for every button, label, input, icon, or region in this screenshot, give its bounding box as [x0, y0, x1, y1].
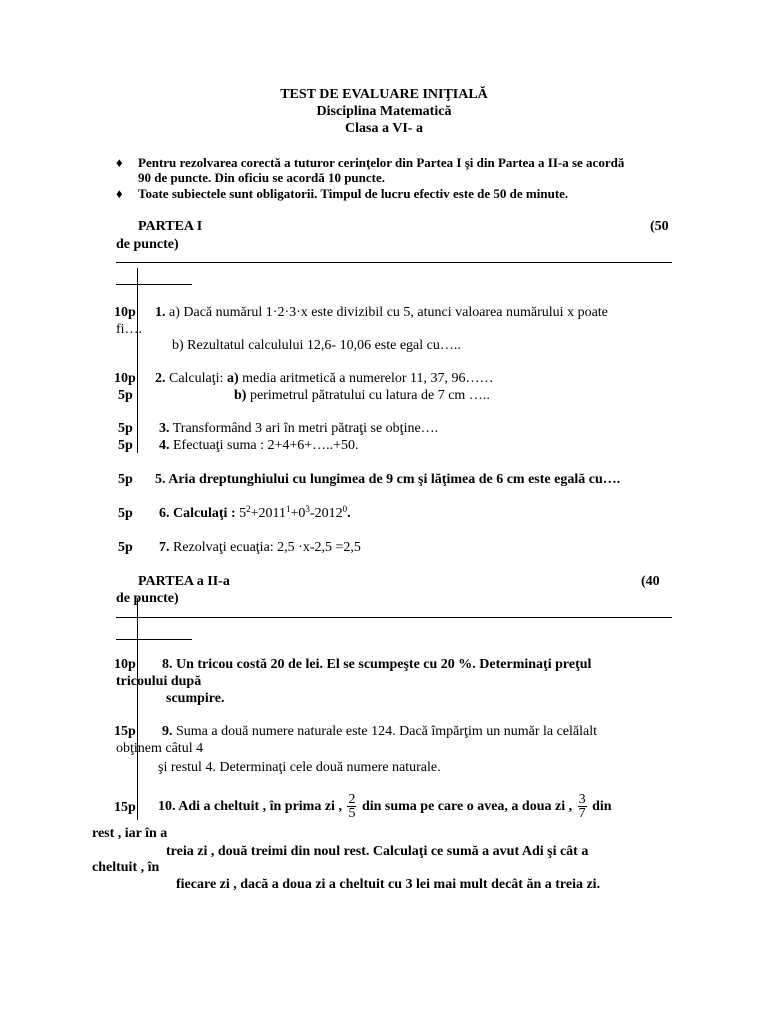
fraction-two-fifths: $\frac{2}{5}$	[348, 792, 356, 822]
class-title: Clasa a VI- a	[345, 121, 423, 136]
item-10-line-5: fiecare zi , dacă a doua zi a cheltuit cu 3 lei mai mult decât ăn a treia zi.	[176, 877, 601, 892]
item-4: 4. Efectuaţi suma : 2+4+6+…..+50.	[159, 438, 359, 453]
instruction-line: Toate subiectele sunt obligatorii. Timpul de lucru efectiv este de 50 de minute.	[138, 186, 569, 201]
divider	[116, 639, 192, 640]
part1-points-suffix: de puncte)	[116, 237, 179, 252]
item-points: 5p	[118, 388, 133, 403]
item-points: 10p	[114, 371, 136, 386]
part2-title: PARTEA a II-a	[138, 574, 230, 589]
item-9-line-2: obţinem câtul 4	[116, 741, 204, 756]
item-2-line-2: b) perimetrul pătratului cu latura de 7 cm …..	[234, 388, 490, 403]
item-points: 5p	[118, 438, 133, 453]
part1-title: PARTEA I	[138, 219, 203, 234]
item-2-line-1: 2. Calculaţi: a) media aritmetică a numerelor 11, 37, 96……	[155, 371, 494, 386]
item-points: 5p	[118, 421, 133, 436]
item-9-line-3: şi restul 4. Determinaţi cele două numere naturale.	[158, 760, 441, 775]
item-9-line-1: 9. Suma a două numere naturale este 124. Dacă împărţim un număr la celălalt	[162, 724, 598, 739]
item-8-line-3: scumpire.	[166, 691, 225, 706]
margin-line	[137, 598, 138, 820]
item-7: 7. Rezolvaţi ecuaţia: 2,5 ·x-2,5 =2,5	[159, 540, 361, 555]
item-1-line-2: fi….	[116, 322, 143, 337]
instruction-line: Pentru rezolvarea corectă a tuturor cerinţelor din Partea I şi din Partea a II-a se acordă	[138, 155, 625, 170]
fraction-three-sevenths: $\frac{3}{7}$	[578, 792, 586, 822]
part2-points: (40	[641, 574, 660, 589]
divider	[116, 284, 192, 285]
item-10-line-1: 10. Adi a cheltuit , în prima zi , $\frac{2}{5}$ din suma pe care o avea, a doua zi , $\frac{3}{7}$ din	[158, 792, 612, 822]
discipline-title: Disciplina Matematică	[316, 104, 452, 119]
item-points: 5p	[118, 540, 133, 555]
item-points: 15p	[114, 724, 136, 739]
item-10-line-4: cheltuit , în	[92, 860, 160, 875]
item-points: 5p	[118, 506, 133, 521]
item-points: 10p	[114, 657, 136, 672]
item-8-line-2: tricoului după	[116, 674, 202, 689]
bullet-icon: ♦	[116, 155, 123, 170]
divider	[116, 617, 672, 618]
item-1-line-3: b) Rezultatul calculului 12,6- 10,06 este egal cu…..	[172, 338, 461, 353]
item-5: 5. Aria dreptunghiului cu lungimea de 9 cm şi lăţimea de 6 cm este egală cu….	[155, 472, 621, 487]
item-8-line-1: 8. Un tricou costă 20 de lei. El se scumpeşte cu 20 %. Determinaţi preţul	[162, 657, 592, 672]
instruction-line: 90 de puncte. Din oficiu se acordă 10 puncte.	[138, 170, 385, 185]
part1-points: (50	[650, 219, 669, 234]
part2-points-suffix: de puncte)	[116, 591, 179, 606]
item-points: 10p	[114, 305, 136, 320]
item-1-line-1: 1. a) Dacă numărul 1·2·3·x este divizibil cu 5, atunci valoarea numărului x poate	[155, 305, 608, 320]
bullet-icon: ♦	[116, 186, 123, 201]
item-10-line-2: rest , iar în a	[92, 826, 168, 841]
margin-line	[137, 268, 138, 453]
divider	[116, 262, 672, 263]
item-points: 5p	[118, 472, 133, 487]
item-3: 3. Transformând 3 ari în metri pătraţi se obţine….	[159, 421, 439, 436]
item-10-line-3: treia zi , două treimi din noul rest. Calculaţi ce sumă a avut Adi şi cât a	[166, 844, 589, 859]
item-points: 15p	[114, 800, 136, 815]
item-6: 6. Calculaţi : $5^2+2011^1+0^3-2012^0$.	[159, 504, 351, 521]
test-title: TEST DE EVALUARE INIŢIALĂ	[280, 87, 488, 102]
